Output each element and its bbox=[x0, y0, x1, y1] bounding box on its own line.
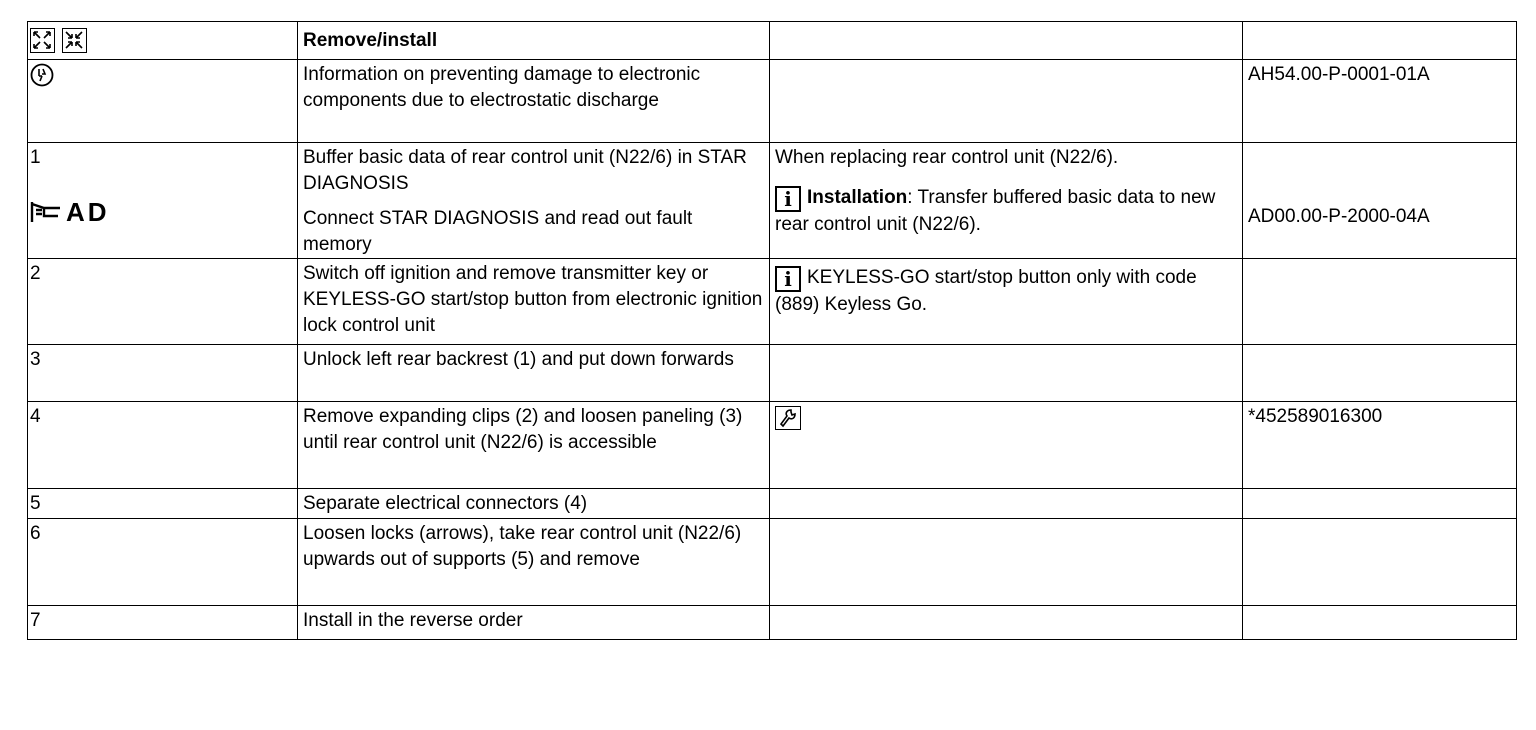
step-note-cell bbox=[770, 345, 1243, 402]
info-icon: i bbox=[775, 266, 801, 292]
step-number: 2 bbox=[28, 259, 298, 345]
step-note-cell bbox=[770, 259, 1243, 345]
esd-row bbox=[28, 60, 1517, 143]
header-empty-cell bbox=[770, 22, 1243, 60]
diagnosis-label: AD bbox=[66, 197, 110, 227]
table-row bbox=[28, 345, 1517, 402]
esd-icon-cell bbox=[28, 60, 298, 143]
procedure-table bbox=[27, 21, 1517, 640]
step-number: 1 bbox=[28, 143, 298, 198]
table-row bbox=[28, 143, 1517, 198]
step-note-cell bbox=[770, 606, 1243, 640]
collapse-icon[interactable] bbox=[62, 28, 87, 53]
step-action: Loosen locks (arrows), take rear control unit (N22/6) upwards out of supports (5) and remove bbox=[298, 519, 770, 606]
header-empty-cell bbox=[1243, 22, 1517, 60]
info-icon: i bbox=[775, 186, 801, 212]
step-ref bbox=[1243, 606, 1517, 640]
expand-icon[interactable] bbox=[30, 28, 55, 53]
step-action: Install in the reverse order bbox=[298, 606, 770, 640]
special-tool-icon[interactable] bbox=[775, 406, 801, 430]
esd-ref[interactable]: AH54.00-P-0001-01A bbox=[1243, 60, 1517, 143]
step-action: Connect STAR DIAGNOSIS and read out fault memory bbox=[298, 197, 770, 259]
table-row bbox=[28, 519, 1517, 606]
step-ref bbox=[1243, 345, 1517, 402]
step-note-cell bbox=[770, 143, 1243, 259]
step-action: Unlock left rear backrest (1) and put down forwards bbox=[298, 345, 770, 402]
table-row bbox=[28, 259, 1517, 345]
step-action: Remove expanding clips (2) and loosen paneling (3) until rear control unit (N22/6) is accessible bbox=[298, 402, 770, 489]
esd-note-cell bbox=[770, 60, 1243, 143]
header-icons-cell bbox=[28, 22, 298, 60]
info-label: Installation bbox=[807, 187, 908, 208]
step-ref[interactable]: AD00.00-P-2000-04A bbox=[1243, 197, 1517, 259]
step-ref[interactable]: *452589016300 bbox=[1243, 402, 1517, 489]
table-row bbox=[28, 489, 1517, 519]
step-note-cell bbox=[770, 519, 1243, 606]
info-text: : Transfer buffered basic data to new rear control unit (N22/6). bbox=[775, 187, 1216, 235]
step-number: 5 bbox=[28, 489, 298, 519]
step-ref bbox=[1243, 519, 1517, 606]
table-row bbox=[28, 402, 1517, 489]
table-row bbox=[28, 606, 1517, 640]
step-ref bbox=[1243, 259, 1517, 345]
step-action: Switch off ignition and remove transmitter key or KEYLESS-GO start/stop button from electronic ignition lock control unit bbox=[298, 259, 770, 345]
step-number: 7 bbox=[28, 606, 298, 640]
step-ref bbox=[1243, 489, 1517, 519]
step-number: 3 bbox=[28, 345, 298, 402]
esd-text: Information on preventing damage to electronic components due to electrostatic discharge bbox=[298, 60, 770, 143]
info-text: KEYLESS-GO start/stop button only with code (889) Keyless Go. bbox=[775, 267, 1197, 315]
header-title: Remove/install bbox=[298, 22, 770, 60]
step-ref bbox=[1243, 143, 1517, 198]
step-note-cell bbox=[770, 402, 1243, 489]
step-number: 4 bbox=[28, 402, 298, 489]
header-row bbox=[28, 22, 1517, 60]
diagnosis-icon bbox=[30, 199, 110, 225]
esd-warning-icon bbox=[30, 63, 54, 87]
step-note-cell bbox=[770, 489, 1243, 519]
step-note: When replacing rear control unit (N22/6). bbox=[775, 147, 1119, 168]
ad-icon-cell bbox=[28, 197, 298, 259]
step-number: 6 bbox=[28, 519, 298, 606]
info-note bbox=[775, 185, 1237, 238]
step-action: Buffer basic data of rear control unit (N22/6) in STAR DIAGNOSIS bbox=[298, 143, 770, 198]
step-action: Separate electrical connectors (4) bbox=[298, 489, 770, 519]
